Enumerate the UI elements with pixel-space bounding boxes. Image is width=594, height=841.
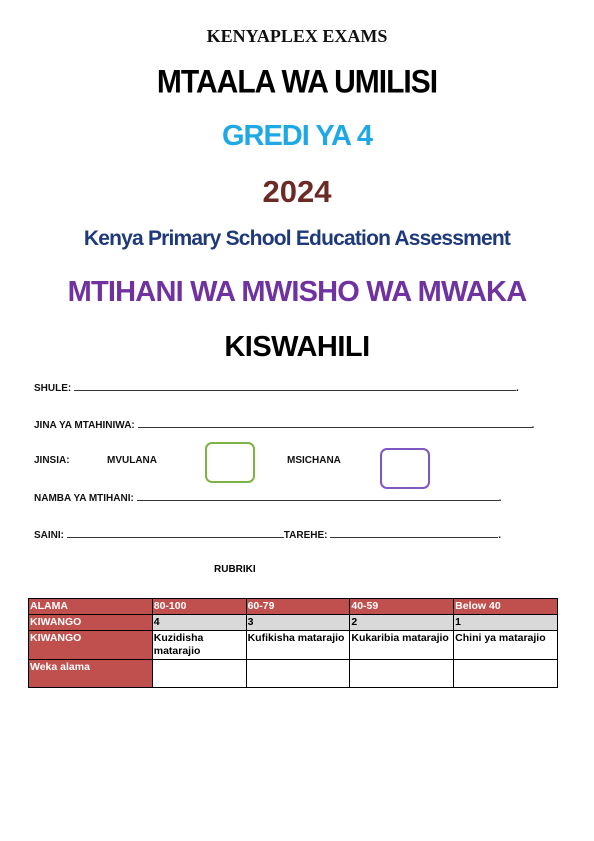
table-cell: 1 (454, 615, 558, 631)
table-cell: KIWANGO (29, 631, 153, 660)
female-checkbox[interactable] (380, 448, 430, 489)
date-input-line[interactable] (330, 528, 498, 538)
table-cell: Kufikisha matarajio (246, 631, 350, 660)
sign-label: SAINI: (34, 530, 64, 541)
rubric-table (28, 598, 558, 688)
subject-title: KISWAHILI (224, 331, 370, 363)
table-row (29, 631, 558, 660)
school-label: SHULE: (34, 383, 72, 394)
brand-title: KENYAPLEX EXAMS (206, 26, 388, 46)
table-cell: 3 (246, 615, 350, 631)
male-label: MVULANA (107, 455, 157, 466)
name-field (34, 418, 534, 431)
table-cell: 40-59 (350, 599, 454, 615)
table-cell: Below 40 (454, 599, 558, 615)
male-checkbox[interactable] (205, 442, 255, 483)
index-field (34, 491, 501, 504)
name-input-line[interactable] (138, 418, 532, 428)
table-row (29, 615, 558, 631)
table-cell: Kuzidisha matarajio (152, 631, 246, 660)
curriculum-title: MTAALA WA UMILISI (156, 64, 438, 101)
rubric-title: RUBRIKI (214, 564, 256, 575)
table-cell: 4 (152, 615, 246, 631)
score-cell[interactable] (152, 660, 246, 688)
table-cell: Weka alama (29, 660, 153, 688)
school-field (34, 381, 519, 394)
table-cell: 80-100 (152, 599, 246, 615)
name-end: . (531, 420, 535, 431)
table-row (29, 660, 558, 688)
index-input-line[interactable] (137, 491, 499, 501)
table-row (29, 599, 558, 615)
table-cell: ALAMA (29, 599, 153, 615)
table-cell: 60-79 (246, 599, 350, 615)
date-label: TAREHE: (283, 530, 328, 541)
index-end: . (498, 493, 502, 504)
date-end: . (498, 530, 502, 541)
table-cell: KIWANGO (29, 615, 153, 631)
school-input-line[interactable] (74, 381, 516, 391)
name-label: JINA YA MTAHINIWA: (34, 420, 135, 431)
assessment-title: Kenya Primary School Education Assessment (83, 227, 511, 250)
score-cell[interactable] (454, 660, 558, 688)
gender-label: JINSIA: (34, 455, 70, 466)
female-label: MSICHANA (287, 455, 341, 466)
index-label: NAMBA YA MTIHANI: (34, 493, 134, 504)
year-title: 2024 (262, 174, 332, 209)
table-cell: 2 (350, 615, 454, 631)
table-cell: Kukaribia matarajio (350, 631, 454, 660)
table-cell: Chini ya matarajio (454, 631, 558, 660)
score-cell[interactable] (350, 660, 454, 688)
sign-input-line[interactable] (67, 528, 284, 538)
exam-title: MTIHANI WA MWISHO WA MWAKA (67, 276, 527, 308)
score-cell[interactable] (246, 660, 350, 688)
school-end: . (516, 383, 519, 394)
grade-title: GREDI YA 4 (221, 120, 373, 152)
sign-date-field (34, 528, 501, 541)
